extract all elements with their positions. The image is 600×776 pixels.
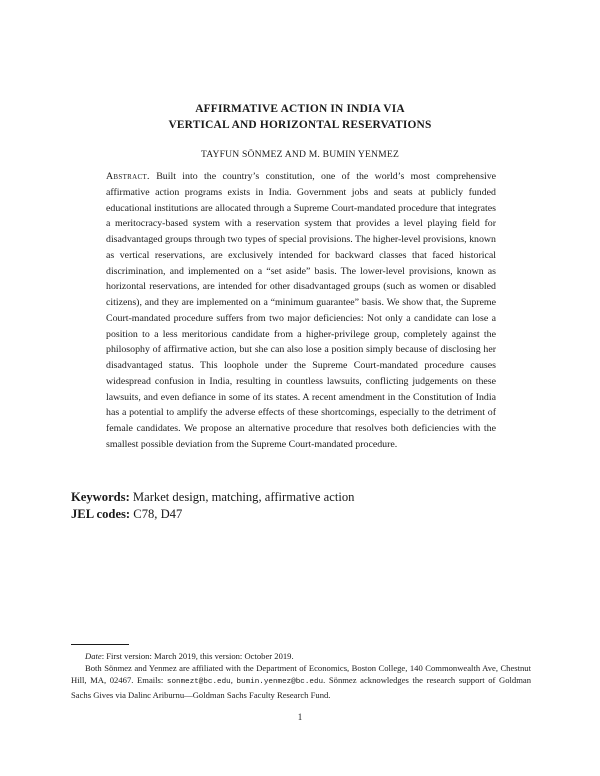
abstract <box>106 169 496 453</box>
jel-line <box>71 506 354 523</box>
page-number: 1 <box>297 712 303 722</box>
title-line-1: AFFIRMATIVE ACTION IN INDIA VIA <box>195 103 405 115</box>
abstract-label: Abstract. <box>106 171 150 182</box>
footnote-affiliation <box>71 662 531 701</box>
footnote-date <box>71 650 531 662</box>
abstract-text: Built into the country’s constitution, one of the world’s most comprehensive affirmative action programs exists in India. Government jobs and seats at publicly funded educational institutions are allocated through a Supreme Court-mandated procedure that integrates a meritocracy-based system with a reservation system that provides a level playing field for disadvantaged groups through two types of special provisions. The higher-level provisions, known as vertical reservations, are exclusively intended for backward classes that faced historical discrimination, and implemented on a “set aside” basis. The lower-level provisions, known as horizontal reservations, are intended for other disadvantaged groups (such as women or disabled citizens), and they are implemented on a “minimum guarantee” basis. We show that, the Supreme Court-mandated procedure suffers from two major deficiencies: Not only a candidate can lose a position to a less meritorious candidate from a higher-privilege group, completely against the philosophy of affirmative action, but she can also lose a position simply because of disclosing her disadvantaged status. This loophole under the Supreme Court-mandated procedure causes widespread confusion in India, resulting in countless lawsuits, conflicting judgements on these lawsuits, and even defiance in some of its states. A recent amendment in the Constitution of India has a potential to amplify the adverse effects of these shortcomings, especially to the detriment of female candidates. We propose an alternative procedure that resolves both deficiencies with the smallest possible deviation from the Supreme Court-mandated procedure. <box>106 171 497 450</box>
jel-label: JEL codes: <box>71 507 131 521</box>
footnotes <box>71 650 531 701</box>
keywords-line <box>71 489 354 506</box>
email-link-sonmez[interactable]: sonmezt@bc.edu <box>166 678 231 687</box>
title-line-2: VERTICAL AND HORIZONTAL RESERVATIONS <box>168 119 432 131</box>
date-text: : First version: March 2019, this version: October 2019. <box>101 651 294 661</box>
email-separator: , <box>230 675 237 686</box>
email-link-yenmez[interactable]: bumin.yenmez@bc.edu <box>236 678 324 687</box>
author-list: TAYFUN SÖNMEZ AND M. BUMIN YENMEZ <box>200 149 400 160</box>
keywords-block <box>71 489 354 523</box>
jel-value: C78, D47 <box>133 507 183 521</box>
paper-title <box>60 101 540 133</box>
affiliation-text-a: Both Sönmez and Yenmez are affiliated with the Department of Economics, Boston College, 140 Commonwealth Ave, Chestnut Hill, MA, 02467. Emails: <box>71 663 531 686</box>
footnote-rule <box>71 644 129 645</box>
date-label: Date <box>85 651 102 661</box>
affiliation-text-b: . Sönmez acknowledges the research support of Goldman Sachs Gives via Dalinc Ariburnu—Goldman Sachs Faculty Research Fund. <box>71 675 532 700</box>
keywords-label: Keywords: <box>71 490 130 504</box>
keywords-value: Market design, matching, affirmative action <box>132 490 355 504</box>
